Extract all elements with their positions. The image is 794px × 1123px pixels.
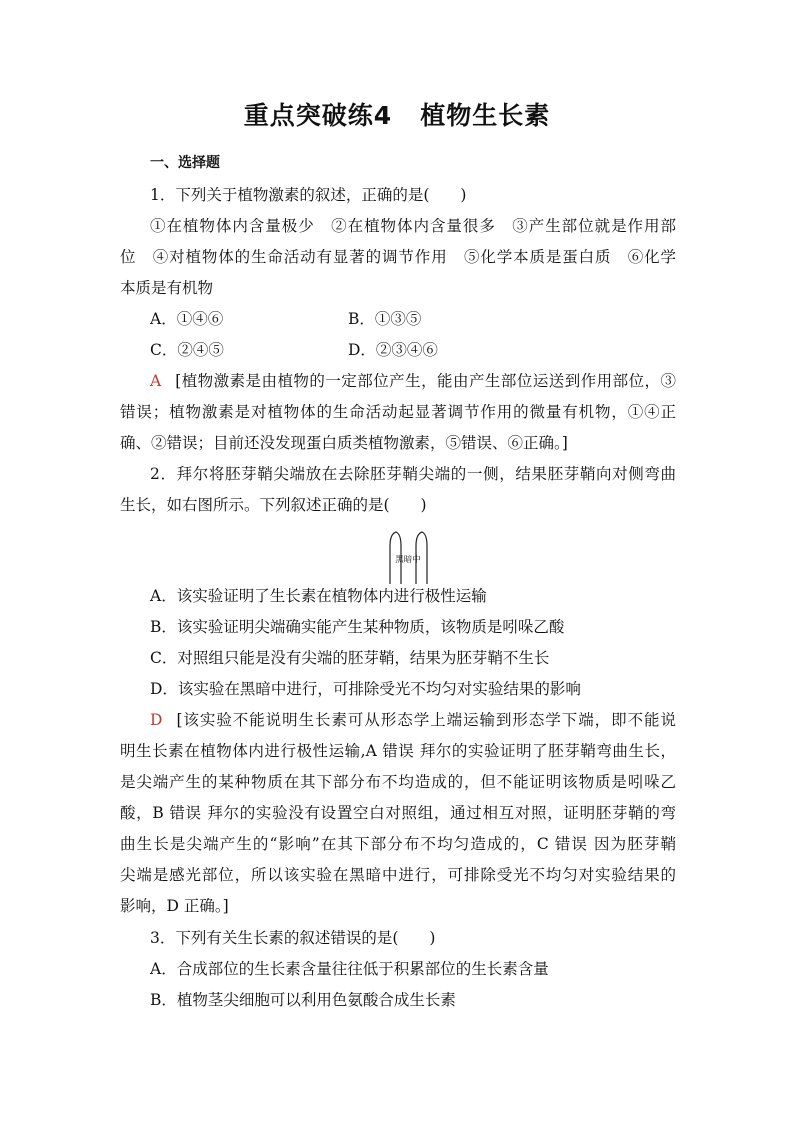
q1-item-line: 位 ④对植物体的生命活动有显著的调节作用 ⑤化学本质是蛋白质 ⑥化学 xyxy=(120,248,676,266)
q1-answer: A xyxy=(150,372,162,390)
q2-option-d: D．该实验在黑暗中进行，可排除受光不均匀对实验结果的影响 xyxy=(150,680,581,698)
page-title xyxy=(0,96,794,132)
q1-explanation-line: 错误；植物激素是对植物体的生命活动起显著调节作用的微量有机物，①④正 xyxy=(120,403,676,421)
q1-item-line: 本质是有机物 xyxy=(120,279,214,297)
q1-option-a: A．①④⑥ xyxy=(150,310,224,328)
q2-explanation-line: 曲生长是尖端产生的“影响”在其下部分布不均匀造成的，C 错误 因为胚芽鞘 xyxy=(120,835,676,853)
q1-option-c: C．②④⑤ xyxy=(150,341,224,359)
q2-option-a: A．该实验证明了生长素在植物体内进行极性运输 xyxy=(150,587,487,605)
q2-explanation-line: 尖端是感光部位，所以该实验在黑暗中进行，可排除受光不均匀对实验结果的 xyxy=(120,866,676,884)
q2-explanation-line: 影响，D 正确。] xyxy=(120,897,229,915)
coleoptile-figure xyxy=(376,528,440,588)
q1-option-d: D．②③④⑥ xyxy=(348,341,438,359)
q3-option-a: A．合成部位的生长素含量往往低于积累部位的生长素含量 xyxy=(150,960,549,978)
q2-stem: 2．拜尔将胚芽鞘尖端放在去除胚芽鞘尖端的一侧，结果胚芽鞘向对侧弯曲 xyxy=(150,465,676,483)
q1-option-b: B．①③⑤ xyxy=(348,310,422,328)
title-sub: 植物生长素 xyxy=(420,101,551,130)
q2-answer: D xyxy=(150,711,163,729)
q3-stem: 3．下列有关生长素的叙述错误的是( ) xyxy=(150,929,436,947)
q2-option-b: B．该实验证明尖端确实能产生某种物质，该物质是吲哚乙酸 xyxy=(150,618,565,636)
q2-explanation-line: 是尖端产生的某种物质在其下部分布不均造成的，但不能证明该物质是吲哚乙 xyxy=(120,773,676,791)
q1-item-line: ①在植物体内含量极少 ②在植物体内含量很多 ③产生部位就是作用部 xyxy=(150,217,676,235)
q1-explanation-line: 确、②错误；目前还没发现蛋白质类植物激素，⑤错误、⑥正确。] xyxy=(120,434,568,452)
q2-explanation-line: D [该实验不能说明生长素可从形态学上端运输到形态学下端，即不能说 xyxy=(150,711,676,729)
q2-explanation-line: 酸，B 错误 拜尔的实验没有设置空白对照组，通过相互对照，证明胚芽鞘的弯 xyxy=(120,804,676,822)
title-main: 重点突破练4 xyxy=(243,101,393,130)
figure-label: 黑暗中 xyxy=(395,555,421,565)
q2-explanation-line: 明生长素在植物体内进行极性运输,A 错误 拜尔的实验证明了胚芽鞘弯曲生长， xyxy=(120,742,676,760)
section-heading: 一、选择题 xyxy=(150,155,220,171)
q2-option-c: C．对照组只能是没有尖端的胚芽鞘，结果为胚芽鞘不生长 xyxy=(150,649,550,667)
q3-option-b: B．植物茎尖细胞可以利用色氨酸合成生长素 xyxy=(150,991,456,1009)
q1-explanation-line: A [植物激素是由植物的一定部位产生，能由产生部位运送到作用部位，③ xyxy=(150,372,676,390)
q1-stem: 1．下列关于植物激素的叙述，正确的是( ) xyxy=(150,186,467,204)
q2-stem: 生长，如右图所示。下列叙述正确的是( ) xyxy=(120,496,427,514)
